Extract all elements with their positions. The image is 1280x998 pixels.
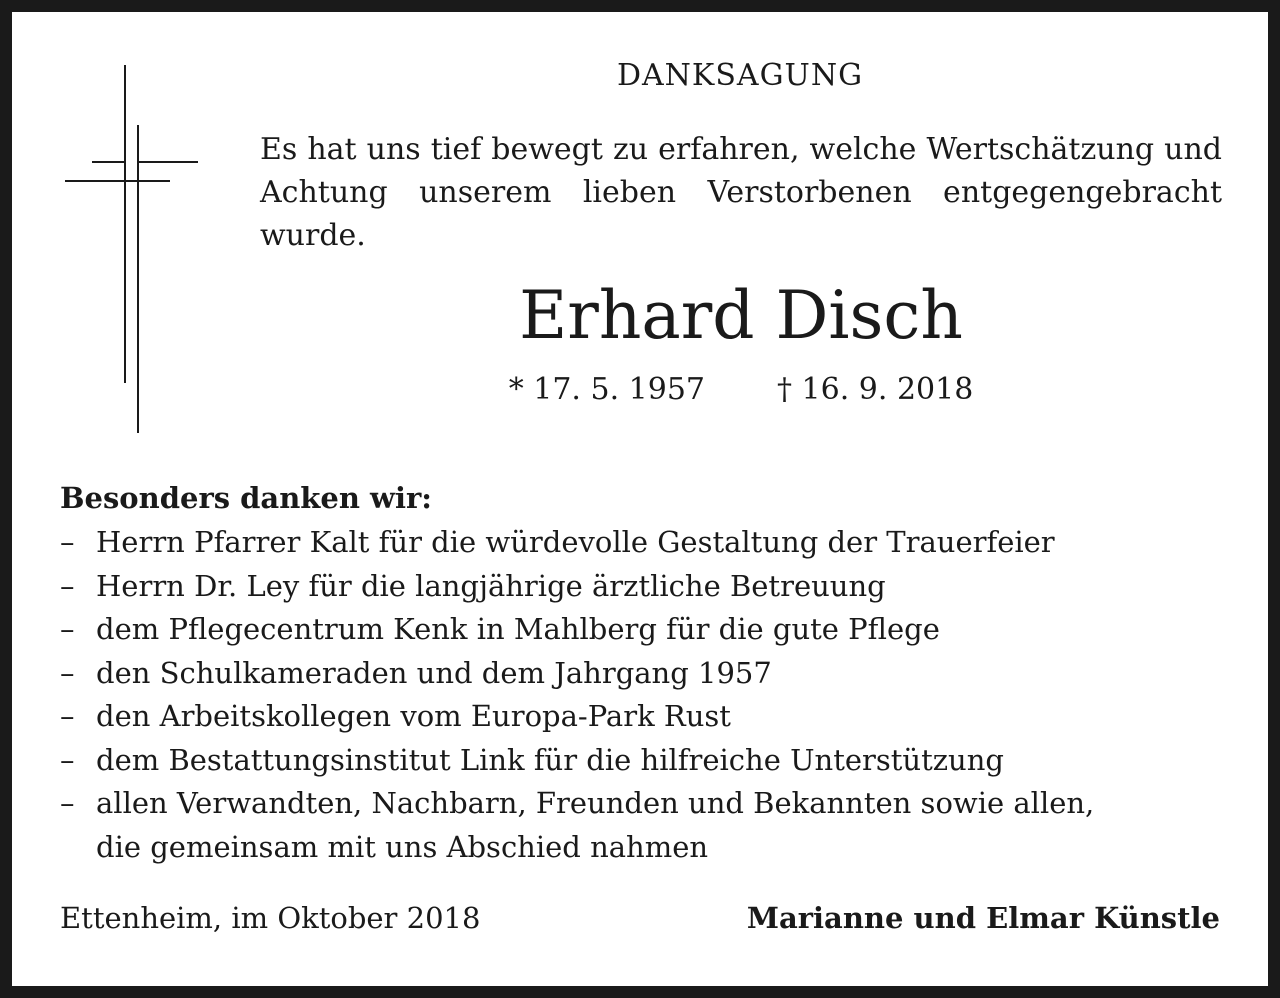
list-item xyxy=(60,782,1106,869)
place-date: Ettenheim, im Oktober 2018 xyxy=(60,901,481,935)
signers: Marianne und Elmar Künstle xyxy=(746,901,1220,935)
dash-bullet: – xyxy=(60,786,75,820)
notice-heading: DANKSAGUNG xyxy=(616,58,864,93)
list-item-text: allen Verwandten, Nachbarn, Freunden und Bekannten sowie allen, die gemeinsam mit uns Abschied nahmen xyxy=(96,786,1095,864)
dash-bullet: – xyxy=(60,568,75,603)
dash-bullet: – xyxy=(60,612,75,646)
life-dates xyxy=(260,368,1222,412)
list-item xyxy=(60,695,1220,739)
dash-bullet: – xyxy=(60,699,75,733)
dash-bullet: – xyxy=(60,525,75,559)
thanks-list xyxy=(60,521,1220,869)
list-item-text: den Arbeitskollegen vom Europa-Park Rust xyxy=(96,699,731,733)
dash-bullet: – xyxy=(60,655,75,690)
list-item-text: Herrn Dr. Ley für die langjährige ärztliche Betreuung xyxy=(96,568,886,603)
intro-text: Es hat uns tief bewegt zu erfahren, welche Wertschätzung und Achtung unserem lieben Verstorbenen entgegengebracht wurde. xyxy=(260,132,1222,253)
list-item xyxy=(60,608,1220,652)
list-item-text: dem Pflegecentrum Kenk in Mahlberg für die gute Pflege xyxy=(96,612,940,646)
list-item xyxy=(60,521,1220,565)
list-item-text: Herrn Pfarrer Kalt für die würdevolle Gestaltung der Trauerfeier xyxy=(96,525,1055,559)
list-item-text: den Schulkameraden und dem Jahrgang 1957 xyxy=(96,655,772,690)
list-item-text: dem Bestattungsinstitut Link für die hilfreiche Unterstützung xyxy=(96,742,1004,777)
dash-bullet: – xyxy=(60,742,75,777)
thanks-heading: Besonders danken wir: xyxy=(60,481,432,515)
list-item xyxy=(60,565,1220,609)
deceased-name: Erhard Disch xyxy=(519,277,963,354)
birth-date: * 17. 5. 1957 xyxy=(508,372,705,407)
list-item xyxy=(60,652,1220,696)
death-date: † 16. 9. 2018 xyxy=(777,372,974,407)
list-item xyxy=(60,739,1220,783)
